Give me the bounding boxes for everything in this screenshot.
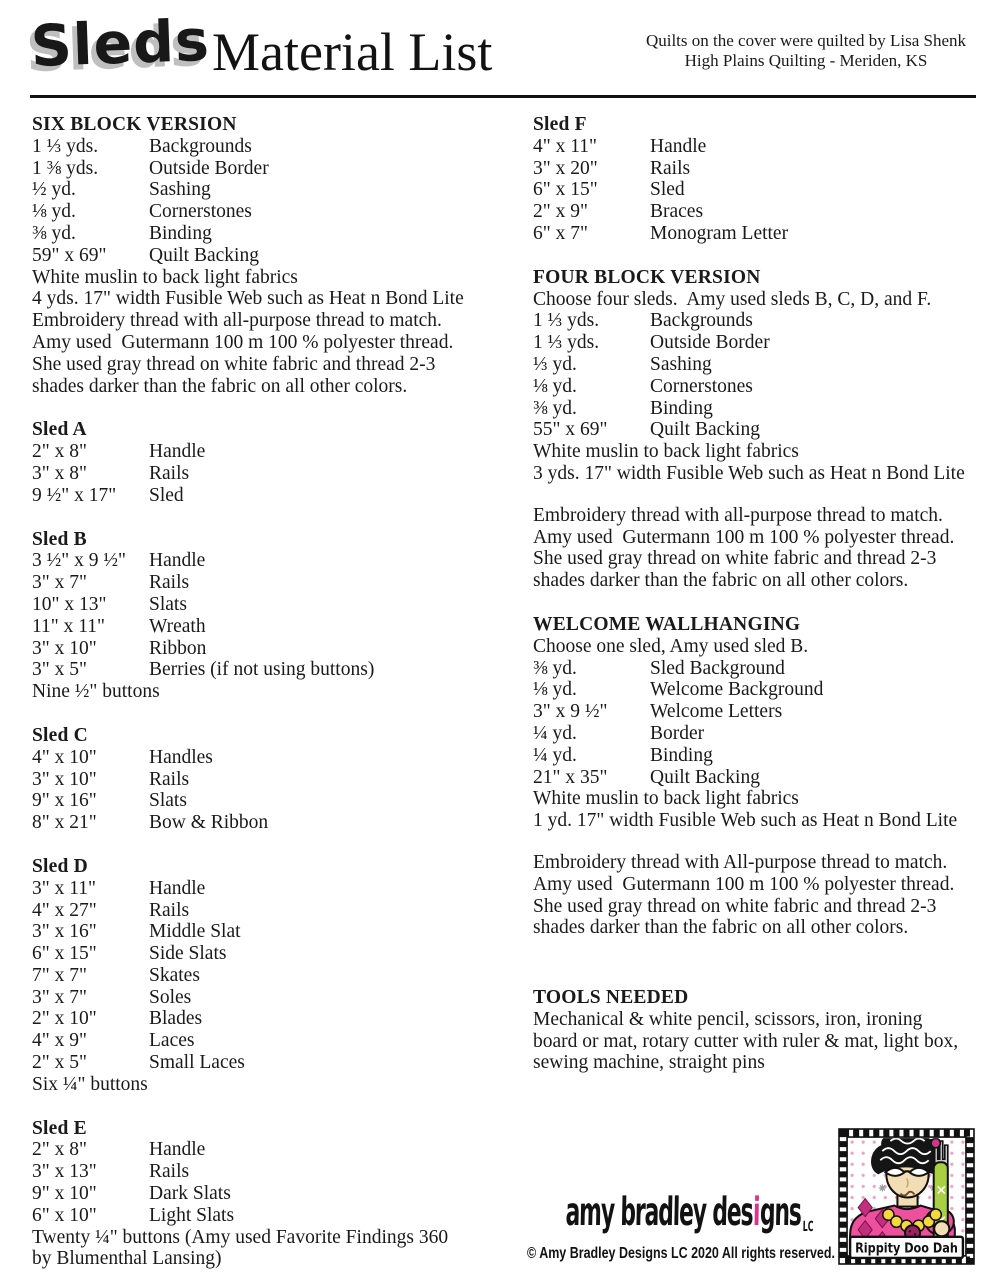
material-name: Monogram Letter (650, 222, 789, 244)
section-heading: Sled B (32, 528, 87, 550)
credit-line-2: High Plains Quilting - Meriden, KS (684, 51, 928, 70)
section-heading: Sled F (533, 114, 587, 135)
brand-text-post: gns (759, 1190, 802, 1235)
material-size: 2" x 5" (32, 1052, 87, 1074)
rippity-doo-dah-badge (838, 1128, 975, 1265)
material-name: Laces (149, 1030, 195, 1052)
section-heading: Sled A (32, 419, 87, 441)
material-row (32, 790, 504, 812)
material-size: 9" x 10" (32, 1183, 97, 1205)
section-paragraph (533, 852, 1000, 939)
material-row (533, 201, 1000, 223)
material-size: 7" x 7" (32, 964, 87, 986)
section-note: by Blumenthal Lansing) (32, 1248, 222, 1270)
material-size: 10" x 13" (32, 593, 107, 615)
paragraph-line: She used gray thread on white fabric and thread 2-3 (533, 895, 937, 917)
material-row (533, 310, 1000, 332)
material-row (32, 572, 504, 594)
material-name: Rails (149, 768, 190, 790)
material-size: ⅜ yd. (533, 657, 577, 679)
material-size: 1 ⅓ yds. (533, 310, 600, 332)
material-name: Blades (149, 1008, 203, 1030)
copyright-line: © Amy Bradley Designs LC 2020 All rights reserved. (527, 1245, 835, 1262)
section-note: Amy used Gutermann 100 m 100 % polyester thread. (32, 331, 454, 353)
material-section (32, 1118, 504, 1271)
material-name: Handle (149, 877, 206, 899)
section-intro: Choose four sleds. Amy used sleds B, C, D, and F. (533, 288, 932, 310)
material-name: Side Slats (149, 943, 227, 965)
material-size: 3" x 9 ½" (533, 701, 608, 723)
material-row (32, 1052, 504, 1074)
section-note: White muslin to back light fabrics (32, 266, 298, 288)
material-size: ⅛ yd. (32, 201, 76, 223)
material-row (32, 441, 504, 463)
page-header (30, 0, 976, 98)
paragraph-line: shades darker than the fabric on all other colors. (533, 917, 909, 939)
material-row (32, 812, 504, 834)
material-row (32, 158, 504, 180)
section-note: Nine ½" buttons (32, 681, 160, 703)
material-name: Outside Border (149, 157, 269, 179)
material-name: Border (650, 722, 705, 744)
material-row (533, 767, 1000, 789)
material-name: Skates (149, 964, 200, 986)
material-row (32, 550, 504, 572)
material-size: ⅜ yd. (32, 222, 76, 244)
material-section (32, 114, 504, 397)
material-name: Backgrounds (650, 310, 753, 332)
material-row (32, 1161, 504, 1183)
brand-text-pre: amy bradley des (565, 1190, 753, 1235)
material-size: 4" x 11" (533, 135, 597, 157)
material-row (32, 594, 504, 616)
material-name: Handle (149, 441, 206, 463)
material-row (32, 965, 504, 987)
material-name: Rails (149, 462, 190, 484)
material-row (32, 769, 504, 791)
material-row (533, 332, 1000, 354)
section-heading: Sled C (32, 724, 88, 746)
brand-firecracker-i: i (752, 1190, 760, 1235)
badge-label: Rippity Doo Dah (855, 1241, 958, 1257)
section-heading: WELCOME WALLHANGING (533, 613, 801, 635)
material-name: Welcome Letters (650, 701, 783, 723)
material-row (32, 1008, 504, 1030)
material-name: Light Slats (149, 1204, 235, 1226)
material-size: ⅛ yd. (533, 375, 577, 397)
material-name: Sled (650, 179, 685, 201)
material-name: Quilt Backing (650, 419, 760, 441)
material-name: Outside Border (650, 332, 770, 354)
paragraph-line: She used gray thread on white fabric and thread 2-3 (533, 548, 937, 570)
material-name: Handle (650, 135, 707, 157)
section-note: 3 yds. 17" width Fusible Web such as Heat n Bond Lite (533, 462, 965, 484)
material-name: Rails (149, 572, 190, 594)
material-size: 1 ⅓ yds. (32, 135, 99, 157)
material-row (533, 179, 1000, 201)
material-name: Quilt Backing (650, 766, 760, 788)
material-size: ½ yd. (32, 179, 76, 201)
material-size: 2" x 8" (32, 1139, 87, 1161)
section-heading: Sled E (32, 1117, 87, 1139)
material-size: 4" x 10" (32, 746, 97, 768)
material-size: 1 ⅓ yds. (533, 332, 600, 354)
material-size: 4" x 9" (32, 1030, 87, 1052)
material-name: Ribbon (149, 637, 207, 659)
material-row (32, 638, 504, 660)
material-row (32, 616, 504, 638)
material-size: ⅛ yd. (533, 679, 577, 701)
material-size: 3" x 10" (32, 768, 97, 790)
material-name: Welcome Background (650, 679, 824, 701)
section-note: sewing machine, straight pins (533, 1052, 765, 1074)
material-name: Handle (149, 1139, 206, 1161)
material-section (32, 856, 504, 1096)
material-row (533, 354, 1000, 376)
material-size: 3" x 7" (32, 986, 87, 1008)
paragraph-line: Amy used Gutermann 100 m 100 % polyester thread. (533, 526, 955, 548)
material-size: 2" x 10" (32, 1008, 97, 1030)
material-row (533, 745, 1000, 767)
material-row (533, 679, 1000, 701)
material-size: 3" x 11" (32, 877, 96, 899)
material-name: Quilt Backing (149, 244, 259, 266)
material-row (32, 1030, 504, 1052)
material-name: Middle Slat (149, 921, 241, 943)
brand-lc-suffix: LC (802, 1219, 814, 1235)
material-name: Small Laces (149, 1052, 245, 1074)
amy-bradley-designs-logo (565, 1190, 814, 1235)
sleds-logo: Sleds (29, 7, 211, 81)
material-name: Braces (650, 201, 704, 223)
material-name: Berries (if not using buttons) (149, 659, 375, 681)
section-paragraph (533, 505, 1000, 592)
material-row (32, 1205, 504, 1227)
material-size: 59" x 69" (32, 244, 107, 266)
material-size: 1 ⅜ yds. (32, 157, 99, 179)
material-row (32, 463, 504, 485)
material-row (533, 223, 1000, 245)
material-size: 2" x 9" (533, 201, 588, 223)
section-note: Mechanical & white pencil, scissors, iron, ironing (533, 1008, 923, 1030)
material-size: 3" x 5" (32, 659, 87, 681)
section-intro: Choose one sled, Amy used sled B. (533, 635, 809, 657)
material-row (533, 723, 1000, 745)
material-section (533, 267, 1000, 592)
material-size: 4" x 27" (32, 899, 97, 921)
material-size: ⅓ yd. (533, 353, 577, 375)
material-row (533, 658, 1000, 680)
material-name: Binding (650, 744, 713, 766)
material-row (533, 136, 1000, 158)
material-name: Sashing (149, 179, 211, 201)
material-size: 3" x 16" (32, 921, 97, 943)
material-size: 6" x 15" (533, 179, 598, 201)
material-name: Rails (149, 1161, 190, 1183)
material-name: Slats (149, 790, 187, 812)
section-note: board or mat, rotary cutter with ruler & mat, light box, (533, 1030, 959, 1052)
section-heading: Sled D (32, 855, 88, 877)
section-note: She used gray thread on white fabric and thread 2-3 (32, 353, 436, 375)
material-size: 3" x 20" (533, 157, 598, 179)
material-name: Backgrounds (149, 135, 252, 157)
material-name: Sled (149, 484, 184, 506)
section-note: Twenty ¼" buttons (Amy used Favorite Findings 360 (32, 1226, 449, 1248)
material-size: ¼ yd. (533, 722, 577, 744)
material-size: 21" x 35" (533, 766, 608, 788)
material-row (533, 419, 1000, 441)
section-heading: SIX BLOCK VERSION (32, 114, 237, 135)
material-size: 3 ½" x 9 ½" (32, 550, 126, 572)
paragraph-line: Amy used Gutermann 100 m 100 % polyester thread. (533, 873, 955, 895)
material-size: ⅜ yd. (533, 397, 577, 419)
material-name: Rails (149, 899, 190, 921)
material-row (32, 485, 504, 507)
material-size: ¼ yd. (533, 744, 577, 766)
material-name: Soles (149, 986, 192, 1008)
material-size: 6" x 7" (533, 222, 588, 244)
material-row (32, 245, 504, 267)
material-row (32, 223, 504, 245)
material-name: Slats (149, 593, 187, 615)
material-row (32, 1183, 504, 1205)
material-size: 9" x 16" (32, 790, 97, 812)
material-row (32, 201, 504, 223)
material-row (32, 900, 504, 922)
material-name: Handle (149, 550, 206, 572)
material-size: 6" x 15" (32, 943, 97, 965)
material-name: Sled Background (650, 657, 785, 679)
material-name: Rails (650, 157, 691, 179)
material-size: 8" x 21" (32, 812, 97, 834)
section-note: White muslin to back light fabrics (533, 788, 799, 810)
material-row (533, 158, 1000, 180)
material-name: Cornerstones (149, 201, 252, 223)
left-column (32, 114, 504, 1270)
material-name: Binding (149, 222, 212, 244)
material-size: 3" x 8" (32, 462, 87, 484)
paragraph-line: Embroidery thread with All-purpose thread to match. (533, 851, 948, 873)
material-row (32, 878, 504, 900)
material-row (32, 747, 504, 769)
material-size: 9 ½" x 17" (32, 484, 117, 506)
paragraph-line: shades darker than the fabric on all other colors. (533, 570, 909, 592)
material-section (32, 419, 504, 506)
material-name: Dark Slats (149, 1183, 231, 1205)
material-section (533, 614, 1000, 939)
material-row (533, 376, 1000, 398)
material-name: Bow & Ribbon (149, 812, 269, 834)
material-row (32, 921, 504, 943)
credit-line-1: Quilts on the cover were quilted by Lisa Shenk (645, 31, 967, 50)
material-name: Binding (650, 397, 713, 419)
material-row (32, 659, 504, 681)
section-note: Six ¼" buttons (32, 1073, 148, 1095)
material-section (533, 114, 1000, 245)
material-row (32, 1139, 504, 1161)
material-row (32, 179, 504, 201)
material-section (533, 987, 1000, 1074)
material-name: Wreath (149, 615, 206, 637)
section-note: Embroidery thread with all-purpose thread to match. (32, 310, 442, 332)
page-title: Material List (212, 22, 493, 82)
material-size: 3" x 13" (32, 1161, 97, 1183)
material-size: 2" x 8" (32, 441, 87, 463)
section-note: shades darker than the fabric on all other colors. (32, 375, 408, 397)
section-note: White muslin to back light fabrics (533, 441, 799, 463)
paragraph-line: Embroidery thread with all-purpose thread to match. (533, 504, 943, 526)
material-size: 11" x 11" (32, 615, 105, 637)
material-row (32, 943, 504, 965)
cover-credit (636, 31, 976, 71)
right-column (533, 114, 1000, 1074)
section-note: 1 yd. 17" width Fusible Web such as Heat n Bond Lite (533, 810, 958, 832)
material-name: Handles (149, 746, 213, 768)
material-row (32, 136, 504, 158)
material-size: 3" x 7" (32, 572, 87, 594)
section-heading: TOOLS NEEDED (533, 987, 689, 1009)
material-section (32, 725, 504, 834)
material-size: 3" x 10" (32, 637, 97, 659)
material-name: Sashing (650, 353, 712, 375)
material-size: 55" x 69" (533, 419, 608, 441)
material-row (32, 987, 504, 1009)
material-size: 6" x 10" (32, 1204, 97, 1226)
section-note: 4 yds. 17" width Fusible Web such as Heat n Bond Lite (32, 288, 464, 310)
material-row (533, 398, 1000, 420)
material-row (533, 701, 1000, 723)
material-name: Cornerstones (650, 375, 753, 397)
material-section (32, 529, 504, 703)
section-heading: FOUR BLOCK VERSION (533, 266, 761, 288)
